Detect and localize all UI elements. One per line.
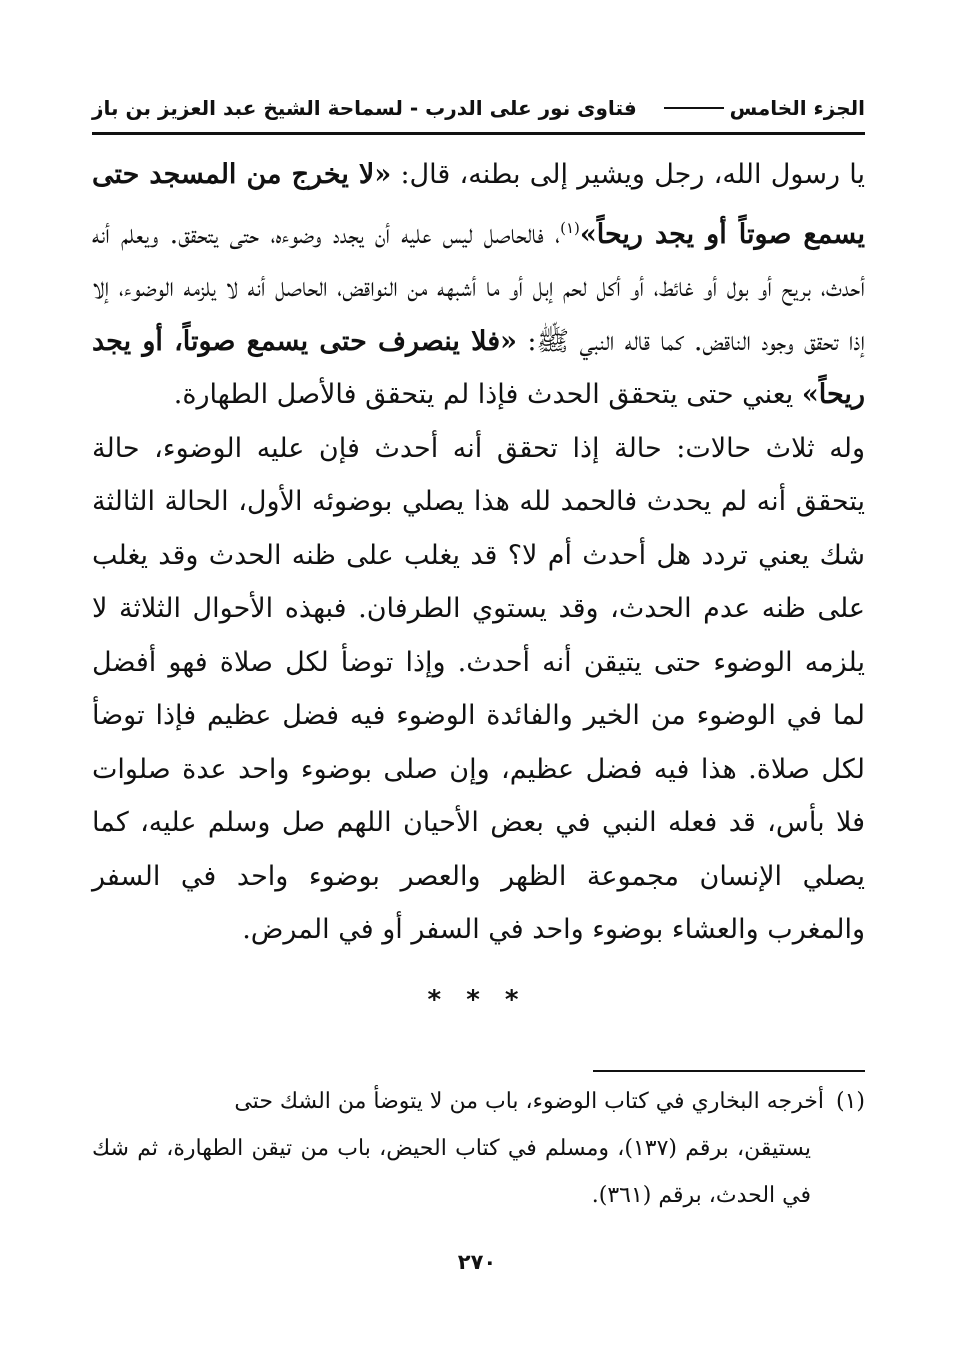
running-header: [92, 88, 865, 128]
header-rule: [92, 132, 865, 135]
footnote: [92, 1078, 865, 1219]
footnote-rule: [593, 1070, 865, 1072]
footnote-number: (١): [835, 1089, 865, 1114]
footnote-continuation: يستيقن، برقم (١٣٧)، ومسلم في كتاب الحيض، باب من تيقن الطهارة، ثم شك في الحدث، برقم (٣٦١).: [92, 1136, 811, 1208]
footnote-line-1: [92, 1078, 865, 1125]
text-run: ، فالحاصل ليس عليه أن يجدد وضوءه، حتى يتحقق. ويعلم أنه أحدث، بريح أو بول أو غائط، أو أكل لحم إبل أو ما أشبهه من النواقض، الحاصل أنه لا يلزمه الوضوء، إلا إذا تحقق وجود الناقض. كما قاله النبي ﷺ:: [92, 218, 865, 357]
page-number: ٢٧٠: [457, 1250, 497, 1274]
main-text: [92, 148, 865, 957]
hadith-quote-2: «فلا ينصرف حتى يسمع صوتاً، أو يجد ريحاً»: [92, 325, 865, 410]
header-dash: [664, 107, 724, 109]
section-separator: * * *: [427, 985, 527, 1015]
text-run: يا رسول الله، رجل ويشير إلى بطنه، قال:: [391, 159, 865, 190]
hadith-quote-1: «لا يخرج من المسجد حتى يسمع صوتاً أو يجد ريحاً»: [92, 159, 865, 250]
text-run: يعني حتى يتحقق الحدث فإذا لم يتحقق فالأصل الطهارة.: [173, 379, 802, 410]
paragraph-1: [92, 148, 865, 422]
paragraph-2: وله ثلاث حالات: حالة إذا تحقق أنه أحدث فإن عليه الوضوء، حالة يتحقق أنه لم يحدث فالحمد لله هذا يصلي بوضوئه الأول، الحالة الثالثة شك يعني تردد هل أحدث أم لا؟ قد يغلب على ظنه الحدث وقد يغلب على ظنه عدم الحدث، وقد يستوي الطرفان. فبهذه الأحوال الثلاثة لا يلزمه الوضوء حتى يتيقن أنه أحدث. وإذا توضأ لكل صلاة فهو أفضل لما في الوضوء من الخير والفائدة الوضوء فيه فضل عظيم فإذا توضأ لكل صلاة. هذا فيه فضل عظيم، وإن صلى بوضوء واحد عدة صلوات فلا بأس، قد فعله النبي في بعض الأحيان اللهم صل وسلم عليه، كما يصلي الإنسان مجموعة الظهر والعصر بوضوء واحد في السفر والمغرب والعشاء بوضوء واحد في السفر أو في المرض.: [92, 432, 865, 945]
footnote-ref: (١): [560, 218, 580, 237]
footnote-text: أخرجه البخاري في كتاب الوضوء، باب من لا يتوضأ من الشك حتى: [234, 1089, 824, 1114]
header-volume: الجزء الخامس: [729, 96, 865, 120]
header-title: فتاوى نور على الدرب - لسماحة الشيخ عبد العزيز بن باز: [92, 96, 637, 120]
